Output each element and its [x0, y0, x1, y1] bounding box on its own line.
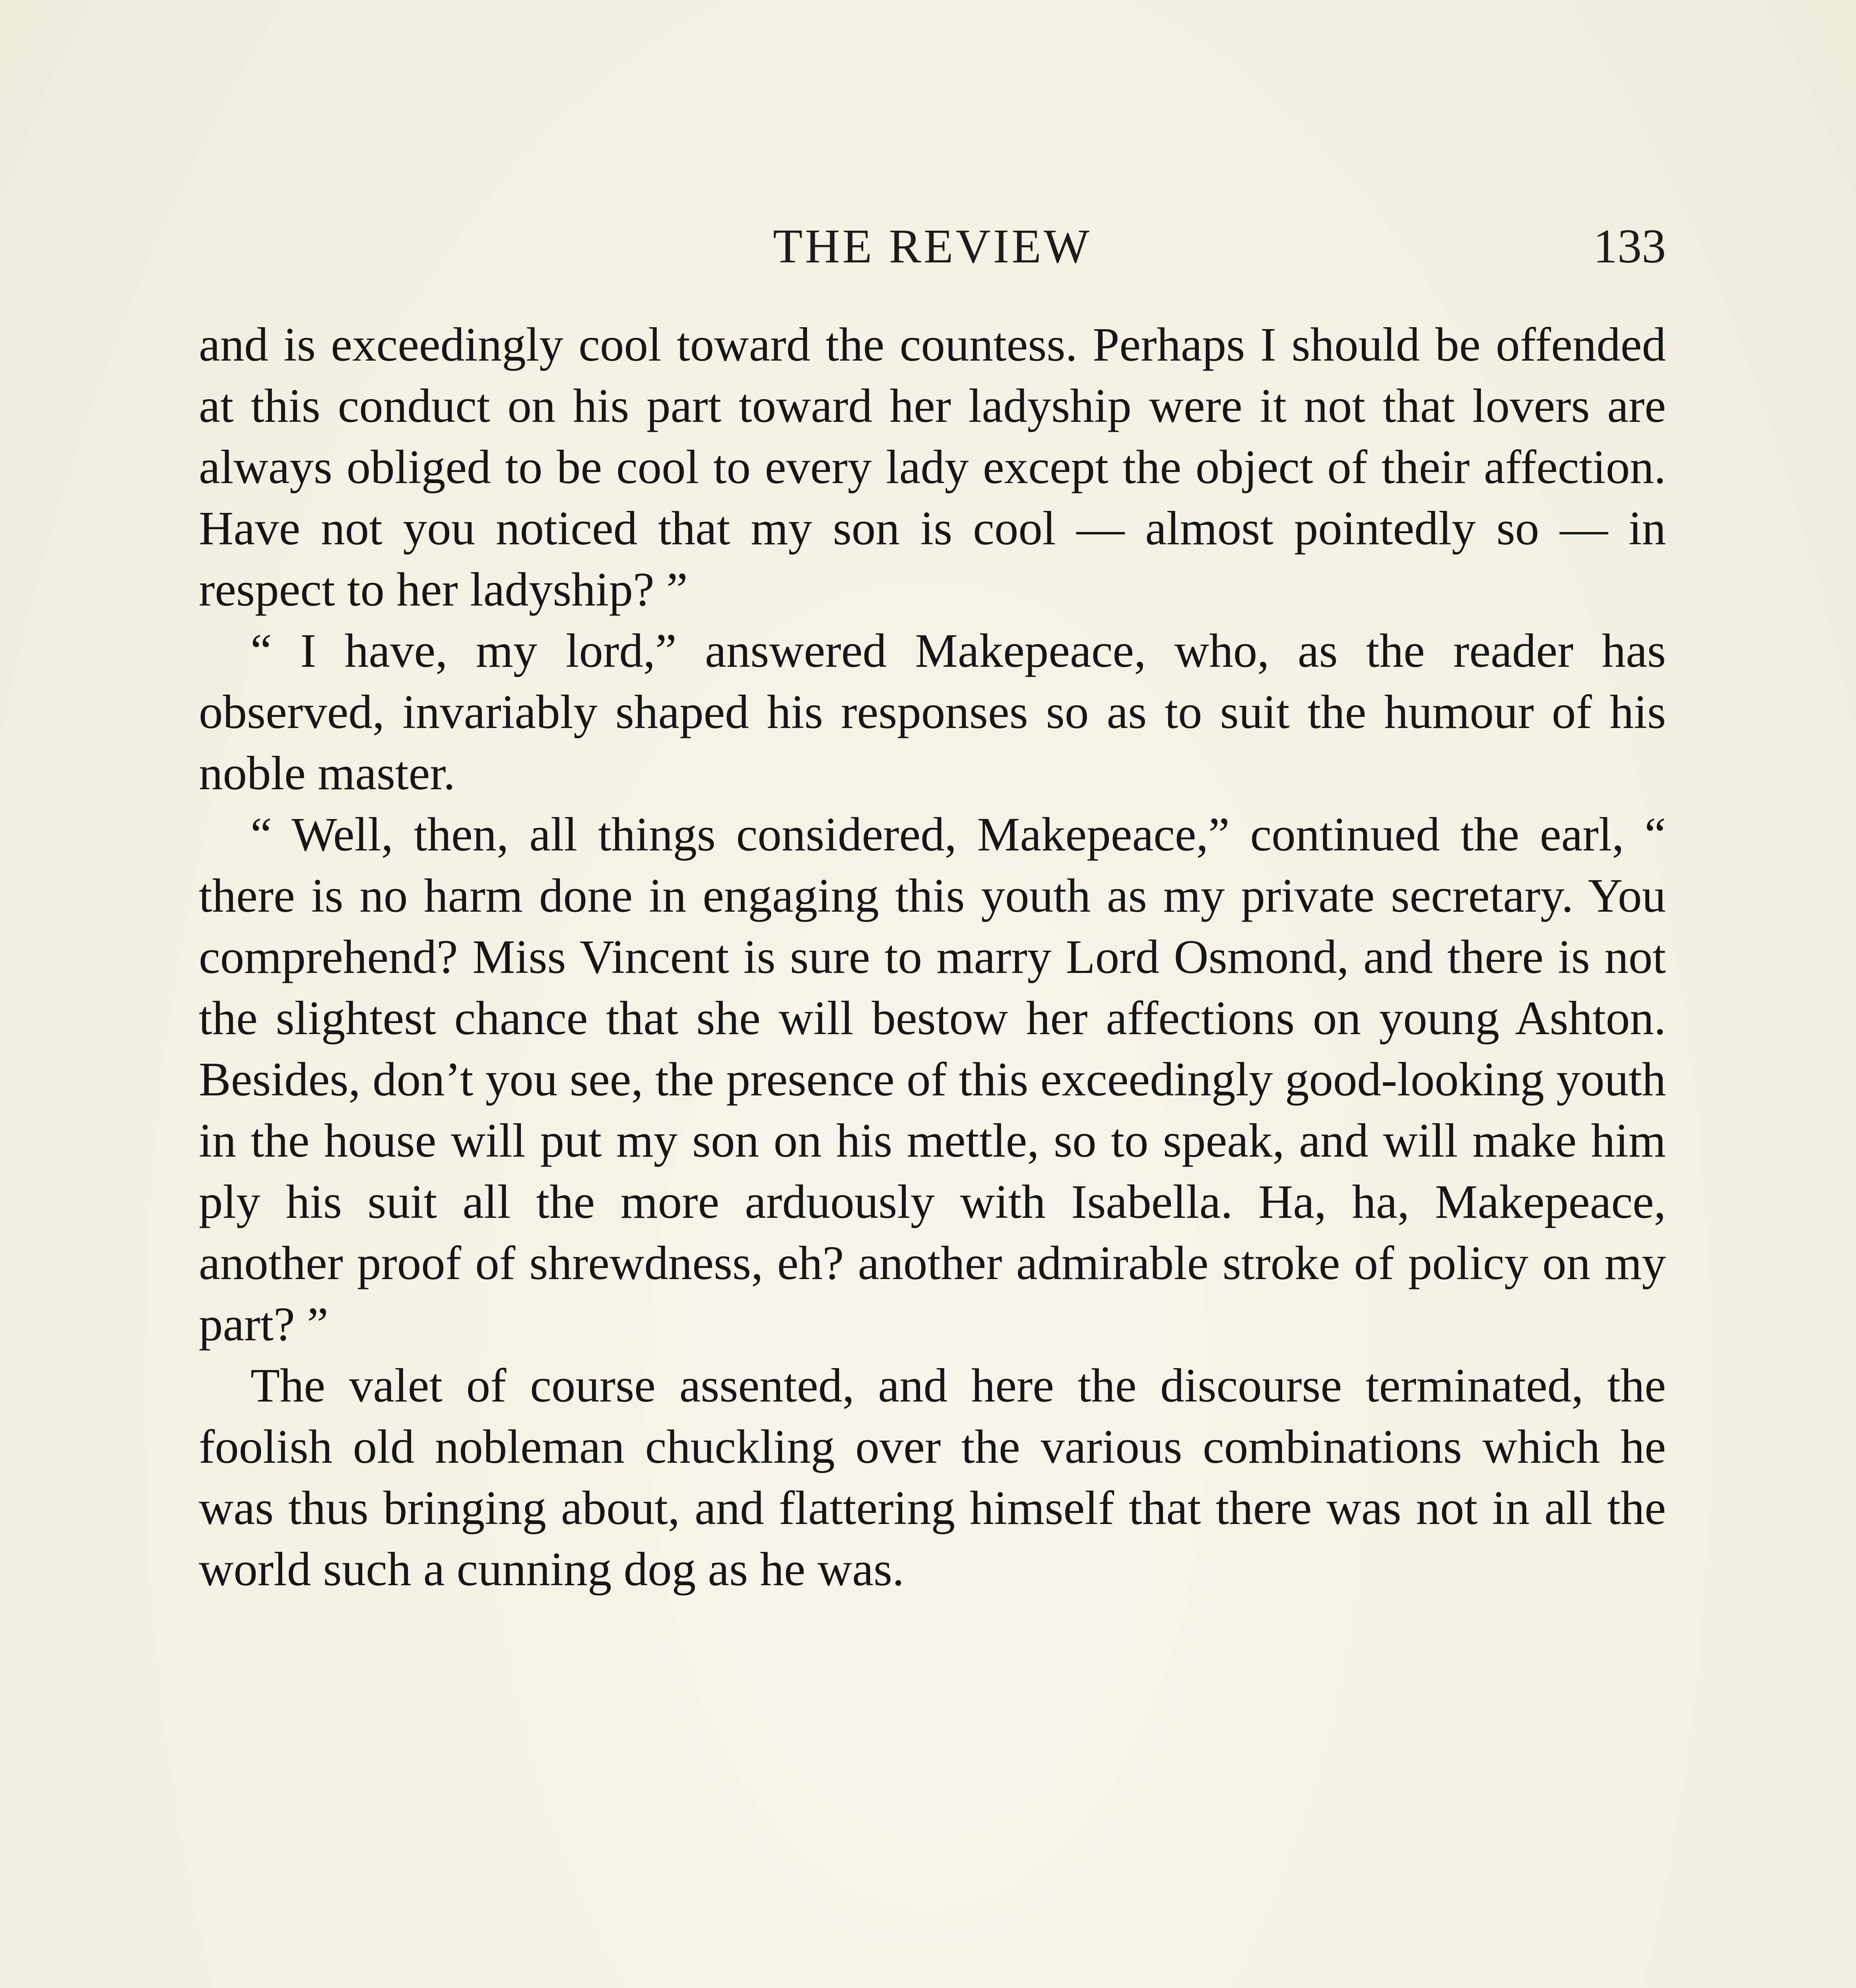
running-title: THE REVIEW [773, 219, 1092, 273]
running-head [199, 207, 1666, 286]
paragraph-continuation: and is exceedingly cool toward the countess. Perhaps I should be offended at this conduct on his part toward her ladyship were it not that lovers are always obliged to be cool to every lady except the object of their affection. Have not you noticed that my son is cool — almost pointedly so — in respect to her ladyship? ” [199, 318, 1666, 616]
paragraph: “ I have, my lord,” answered Makepeace, who, as the reader has observed, invariably shaped his responses so as to suit the humour of his noble master. [199, 624, 1666, 800]
paragraph: “ Well, then, all things considered, Makepeace,” continued the earl, “ there is no harm done in engaging this youth as my private secretary. You comprehend? Miss Vincent is sure to marry Lord Osmond, and there is not the slightest chance that she will bestow her affections on young Ashton. Besides, don’t you see, the presence of this exceedingly good-looking youth in the house will put my son on his mettle, so to speak, and will make him ply his suit all the more arduously with Isabella. Ha, ha, Makepeace, another proof of shrewdness, eh? another admirable stroke of policy on my part? ” [199, 808, 1666, 1351]
page-number: 133 [1593, 219, 1666, 273]
body-text [199, 314, 1666, 1600]
paragraph: The valet of course assented, and here the discourse terminated, the foolish old nobleman chuckling over the various combinations which he was thus bringing about, and flattering himself that there was not in all the world such a cunning dog as he was. [199, 1359, 1666, 1596]
